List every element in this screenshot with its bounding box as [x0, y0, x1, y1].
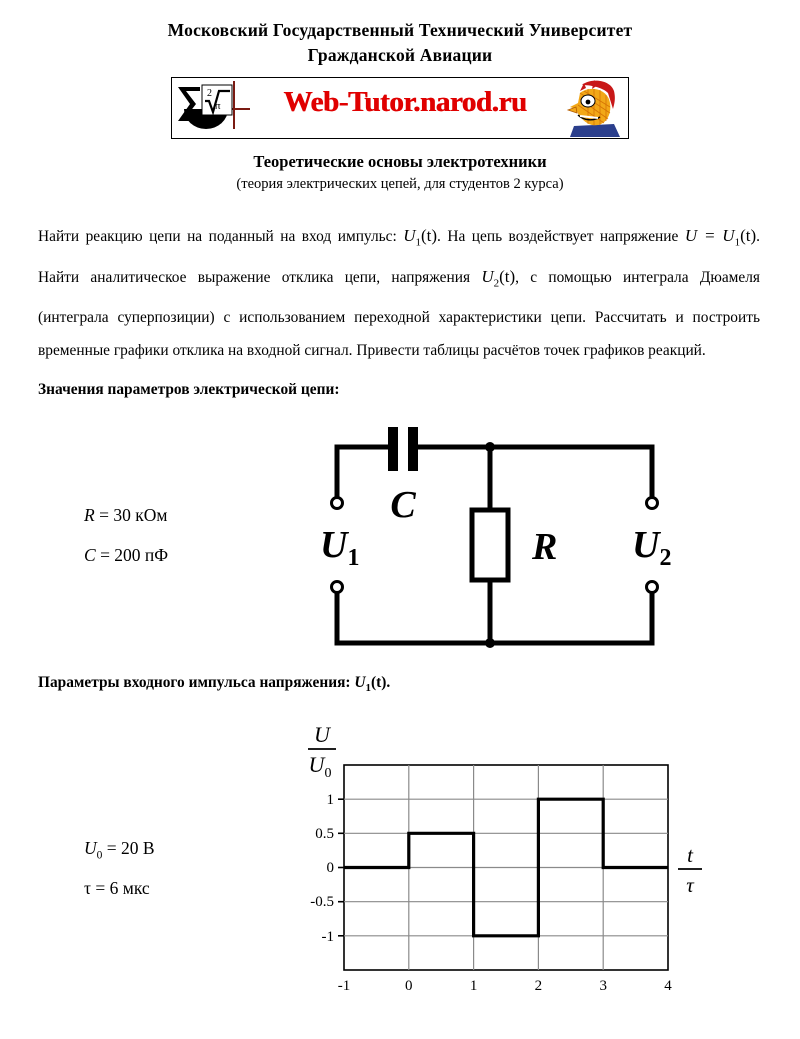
- university-line-2: Гражданской Авиации: [307, 45, 493, 65]
- capacitor-symbol: [388, 427, 418, 471]
- formula-u1-t: $U_1(t)$: [403, 226, 438, 249]
- svg-text:0.5: 0.5: [315, 826, 334, 842]
- pulse-heading-text: Параметры входного импульса напряжения:: [38, 674, 355, 691]
- params-heading: Значения параметров электрической цепи:: [38, 381, 340, 398]
- terminal-output-top: [647, 498, 658, 509]
- junction-dot-bottom: [485, 638, 495, 648]
- site-name-text: Web-Tutor.narod.ru: [283, 86, 527, 118]
- chart-ylabel: [308, 722, 336, 781]
- terminal-input-bottom: [332, 582, 343, 593]
- input-voltage-label: $U_1$: [320, 524, 360, 571]
- svg-text:0: 0: [405, 978, 413, 994]
- circuit-diagram: [300, 425, 700, 665]
- page-title: [0, 18, 800, 68]
- svg-text:U0: $U_0$: [308, 752, 332, 781]
- svg-text:2: 2: [534, 978, 543, 994]
- svg-text:t: t: [687, 843, 693, 867]
- formula-pulse-u1: $U_1(t)$.: [354, 674, 391, 695]
- site-banner[interactable]: [171, 77, 629, 139]
- chart-yticks: [338, 799, 344, 936]
- task-text-2: . На цепь воздействует напряжение: [437, 228, 685, 245]
- chart-xlabel: [678, 843, 702, 897]
- svg-text:4: 4: [664, 978, 672, 994]
- terminal-input-top: [332, 498, 343, 509]
- input-pulse-chart: [290, 720, 720, 1020]
- task-text-4: , с помощью интеграла Дюамеля (интеграла суперпозиции) с использованием переходной характеристики цепи. Рассчитать и построить временные графики отклика на входной сигнал. Привести таблицы расчётов точек графиков реакций.: [38, 268, 760, 360]
- subject-subtitle: (теория электрических цепей, для студентов 2 курса): [236, 176, 564, 192]
- capacitor-label: C: [390, 484, 416, 526]
- junction-dot-top: [485, 442, 495, 452]
- svg-text:3: 3: [599, 978, 607, 994]
- svg-text:U: U: [314, 722, 330, 747]
- pulse-heading: [38, 674, 390, 694]
- task-text-1: Найти реакцию цепи на поданный на вход импульс:: [38, 228, 404, 245]
- svg-text:1: 1: [469, 978, 478, 994]
- math-logo-icon: [174, 79, 252, 137]
- output-voltage-label: $U_2$: [632, 524, 672, 571]
- chart-ytick-labels: [310, 792, 334, 945]
- param-amplitude: $U_0 = 20$ В: [84, 838, 155, 862]
- university-line-1: Московский Государственный Технический Университет: [167, 20, 633, 40]
- param-tau: τ = 6 мкс: [84, 878, 150, 898]
- chart-xtick-labels: [338, 978, 673, 994]
- svg-text:-0.5: -0.5: [310, 894, 334, 910]
- svg-text:τ: τ: [686, 873, 694, 897]
- subject-title: Теоретические основы электротехники: [253, 152, 547, 171]
- svg-text:-1: -1: [321, 929, 334, 945]
- resistor-label: R: [532, 526, 558, 568]
- terminal-output-bottom: [647, 582, 658, 593]
- resistor-symbol: [472, 510, 508, 580]
- svg-text:2: 2: [207, 88, 212, 99]
- svg-text:0: 0: [326, 860, 334, 876]
- task-description: [38, 219, 760, 368]
- svg-text:1: 1: [326, 792, 334, 808]
- svg-text:π: π: [215, 100, 221, 112]
- formula-u2-t: $U_2(t)$: [481, 266, 516, 290]
- param-capacitance: C = 200 пФ: [84, 545, 169, 565]
- task-text-3: . Найти аналитическое выражение отклика цепи, напряжения: [38, 228, 760, 286]
- formula-u-eq-u1-t: $U = U_1(t)$: [684, 226, 757, 249]
- svg-text:-1: -1: [337, 978, 351, 994]
- param-resistance: R = 30 кОм: [84, 505, 168, 525]
- cartoon-face-icon: [564, 79, 626, 137]
